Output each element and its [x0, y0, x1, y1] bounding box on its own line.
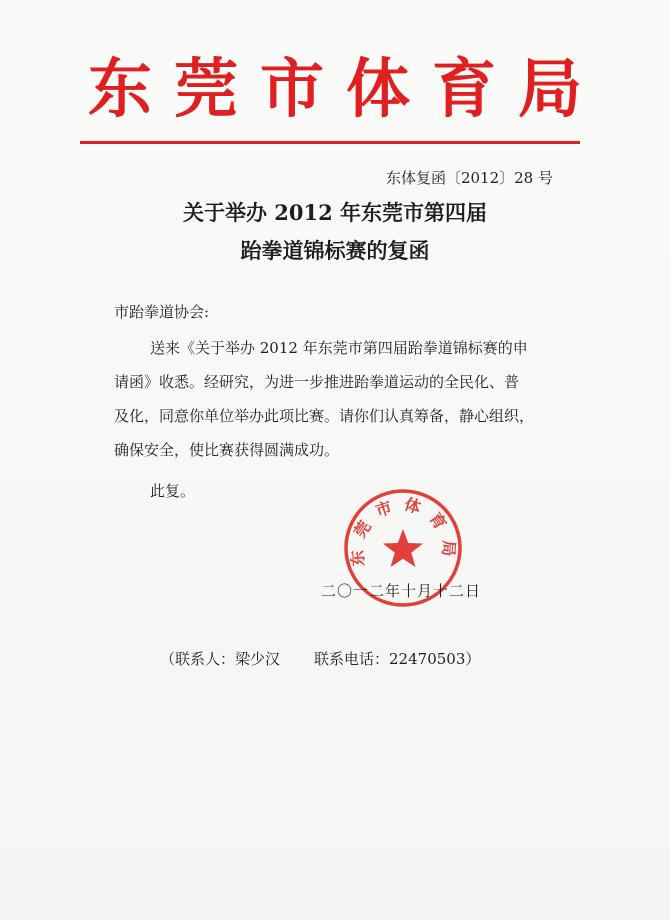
document-title-line-2: 跆拳道锦标赛的复函 — [240, 238, 430, 263]
contact-person: （联系人：梁少汉 — [160, 650, 281, 668]
document-number: 东体复函〔2012〕28 号 — [385, 169, 553, 187]
contact-phone: 联系电话：22470503） — [314, 650, 481, 668]
letterhead-divider — [80, 141, 580, 144]
closing-remark: 此复。 — [150, 482, 196, 500]
salutation: 市跆拳道协会: — [114, 303, 210, 321]
body-line: 确保安全，使比赛获得圆满成功。 — [114, 441, 340, 459]
body-line: 请函》收悉。经研究，为进一步推进跆拳道运动的全民化、普 — [114, 373, 520, 391]
contact-info — [160, 649, 480, 669]
letterhead-title: 东莞市体育局 — [88, 52, 604, 127]
body-line: 送来《关于举办 2012 年东莞市第四届跆拳道锦标赛的申 — [150, 339, 528, 357]
document-title-line-1: 关于举办 2012 年东莞市第四届 — [182, 200, 488, 225]
issue-date: 二〇一二年十月十二日 — [321, 582, 482, 600]
seal-text: 东莞市体育局 — [347, 494, 459, 567]
star-icon — [383, 529, 423, 567]
body-line: 及化，同意你单位举办此项比赛。请你们认真筹备，静心组织， — [114, 407, 535, 425]
